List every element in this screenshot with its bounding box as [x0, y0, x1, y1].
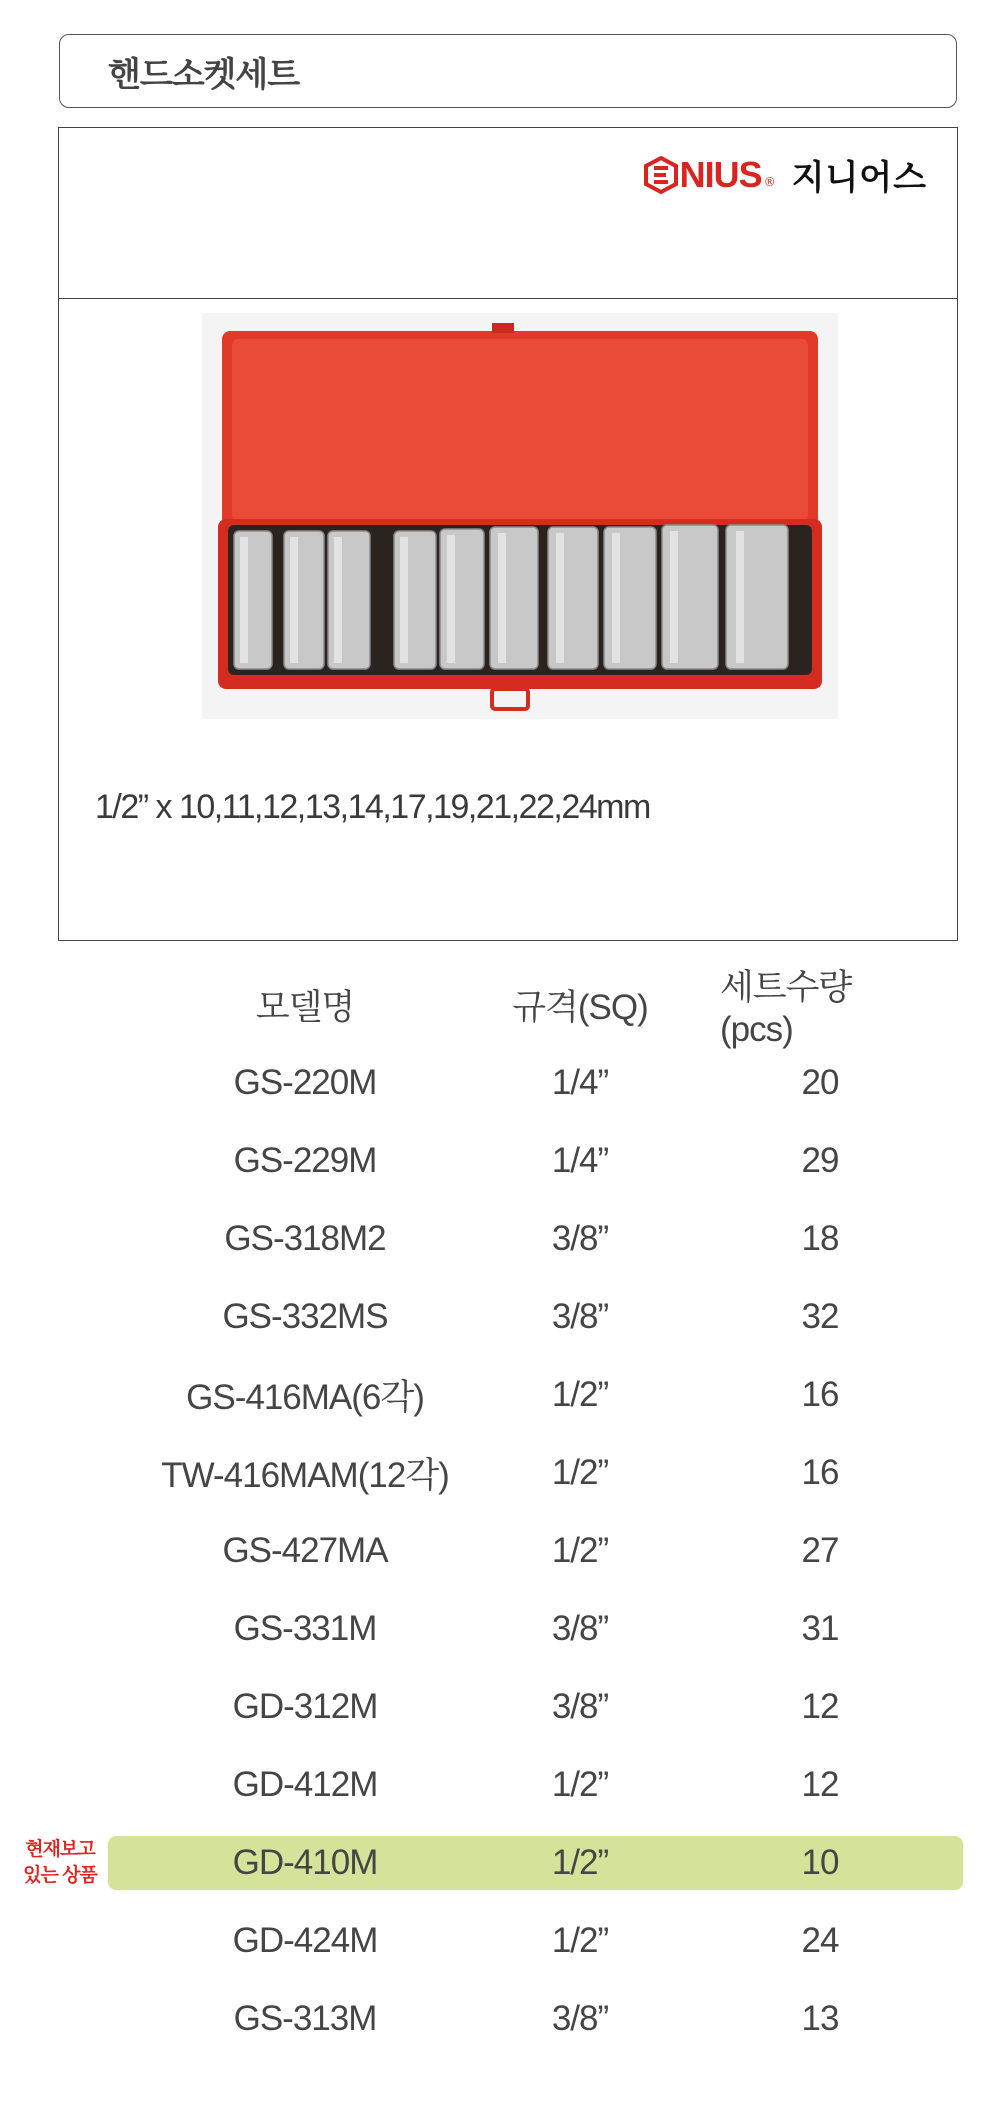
model-cell: GS-427MA [222, 1531, 388, 1570]
table-row[interactable] [0, 1210, 1000, 1268]
model-cell: TW-416MAM(12각) [161, 1456, 449, 1495]
spec-cell: 1/2” [551, 1921, 609, 1960]
spec-cell: 1/2” [551, 1843, 609, 1882]
qty-cell: 24 [801, 1921, 839, 1960]
spec-cell: 3/8” [551, 1609, 609, 1648]
header-qty: 세트수량(pcs) [720, 968, 852, 1049]
table-row[interactable] [0, 1912, 1000, 1970]
model-cell: GD-410M [232, 1843, 378, 1882]
table-header [0, 968, 1000, 1049]
registered-mark: ® [763, 174, 776, 189]
qty-cell: 27 [801, 1531, 839, 1570]
model-cell: GD-424M [232, 1921, 378, 1960]
product-spec: 1/2” x 10,11,12,13,14,17,19,21,22,24mm [95, 788, 650, 826]
brand [644, 150, 927, 199]
page-title: 핸드소켓세트 [108, 54, 300, 95]
model-cell: GD-412M [232, 1765, 378, 1804]
qty-cell: 18 [801, 1219, 839, 1258]
table-row[interactable] [0, 1288, 1000, 1346]
brand-name: 지니어스 [791, 158, 927, 198]
table-row[interactable] [0, 1834, 1000, 1892]
product-image [202, 313, 838, 719]
table-row[interactable] [0, 1132, 1000, 1190]
qty-cell: 12 [801, 1765, 839, 1804]
qty-cell: 29 [801, 1141, 839, 1180]
spec-cell: 3/8” [551, 1687, 609, 1726]
model-cell: GS-220M [233, 1063, 377, 1102]
model-cell: GD-312M [232, 1687, 378, 1726]
model-cell: GS-332MS [222, 1297, 388, 1336]
table-row[interactable] [0, 1756, 1000, 1814]
table-row[interactable] [0, 1990, 1000, 2048]
spec-cell: 1/2” [551, 1765, 609, 1804]
table-row[interactable] [0, 1366, 1000, 1424]
spec-cell: 1/4” [551, 1141, 609, 1180]
model-cell: GS-416MA(6각) [186, 1378, 424, 1417]
header-spec: 규격(SQ) [512, 988, 648, 1027]
current-label-line2: 있는 상품 [23, 1865, 97, 1886]
current-product-label [10, 1837, 110, 1889]
table-row[interactable] [0, 1522, 1000, 1580]
table-row[interactable] [0, 1678, 1000, 1736]
spec-cell: 3/8” [551, 1999, 609, 2038]
model-cell: GS-318M2 [224, 1219, 386, 1258]
brand-logo-text: NIUS [679, 153, 762, 195]
qty-cell: 31 [801, 1609, 839, 1648]
qty-cell: 16 [801, 1375, 839, 1414]
qty-cell: 32 [801, 1297, 839, 1336]
model-cell: GS-313M [233, 1999, 377, 2038]
qty-cell: 13 [801, 1999, 839, 2038]
header-model: 모델명 [255, 988, 355, 1027]
qty-cell: 12 [801, 1687, 839, 1726]
table-row[interactable] [0, 1054, 1000, 1112]
table-row[interactable] [0, 1600, 1000, 1658]
model-cell: GS-331M [233, 1609, 377, 1648]
spec-cell: 1/2” [551, 1453, 609, 1492]
qty-cell: 10 [801, 1843, 839, 1882]
spec-cell: 1/2” [551, 1531, 609, 1570]
current-label-line1: 현재보고 [25, 1839, 95, 1860]
title-box [59, 34, 957, 108]
table-row[interactable] [0, 1444, 1000, 1502]
frame-divider [59, 298, 957, 299]
brand-logo [644, 154, 776, 196]
spec-cell: 3/8” [551, 1219, 609, 1258]
spec-cell: 1/2” [551, 1375, 609, 1414]
model-cell: GS-229M [233, 1141, 377, 1180]
spec-cell: 1/4” [551, 1063, 609, 1102]
brand-hex-icon [644, 156, 678, 194]
product-frame [58, 127, 958, 941]
qty-cell: 16 [801, 1453, 839, 1492]
spec-cell: 3/8” [551, 1297, 609, 1336]
qty-cell: 20 [801, 1063, 839, 1102]
